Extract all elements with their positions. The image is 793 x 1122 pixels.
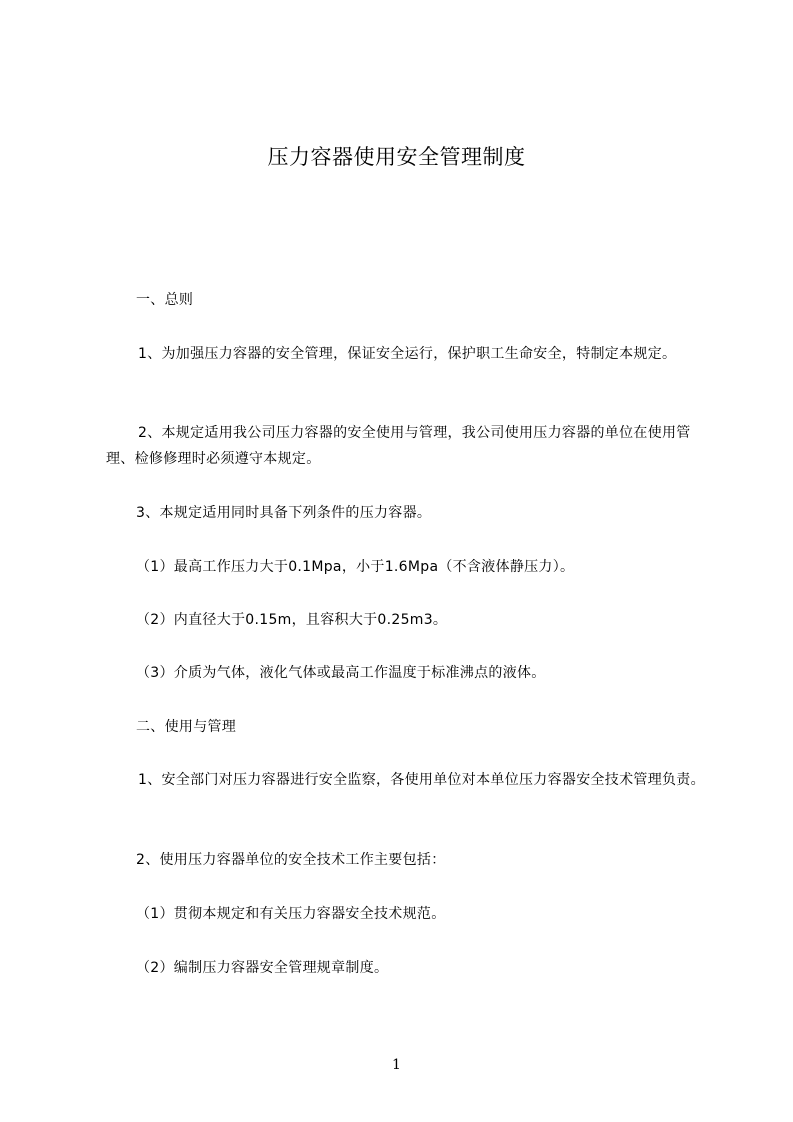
paragraph-2-2: 2、使用压力容器单位的安全技术工作主要包括： <box>136 852 446 868</box>
document-title: 压力容器使用安全管理制度 <box>267 145 526 169</box>
paragraph-1-1: 1、为加强压力容器的安全管理，保证安全运行，保护职工生命安全，特制定本规定。 <box>138 346 677 362</box>
paragraph-item-2: （2）内直径大于0.15m，且容积大于0.25m3。 <box>136 612 448 628</box>
section-heading-general: 一、总则 <box>136 292 194 308</box>
paragraph-2-1: 1、安全部门对压力容器进行安全监察，各使用单位对本单位压力容器安全技术管理负责。 <box>138 772 705 788</box>
paragraph-item-2-2: （2）编制压力容器安全管理规章制度。 <box>136 960 389 976</box>
paragraph-item-3: （3）介质为气体，液化气体或最高工作温度于标准沸点的液体。 <box>136 665 546 681</box>
page-number: 1 <box>392 1057 401 1073</box>
paragraph-item-1: （1）最高工作压力大于0.1Mpa，小于1.6Mpa（不含液体静压力）。 <box>136 559 575 575</box>
paragraph-1-3: 3、本规定适用同时具备下列条件的压力容器。 <box>136 505 432 521</box>
section-heading-usage: 二、使用与管理 <box>136 719 237 735</box>
paragraph-item-2-1: （1）贯彻本规定和有关压力容器安全技术规范。 <box>136 906 446 922</box>
paragraph-1-2: 2、本规定适用我公司压力容器的安全使用与管理，我公司使用压力容器的单位在使用管理、检修修理时必须遵守本规定。 <box>106 425 691 467</box>
